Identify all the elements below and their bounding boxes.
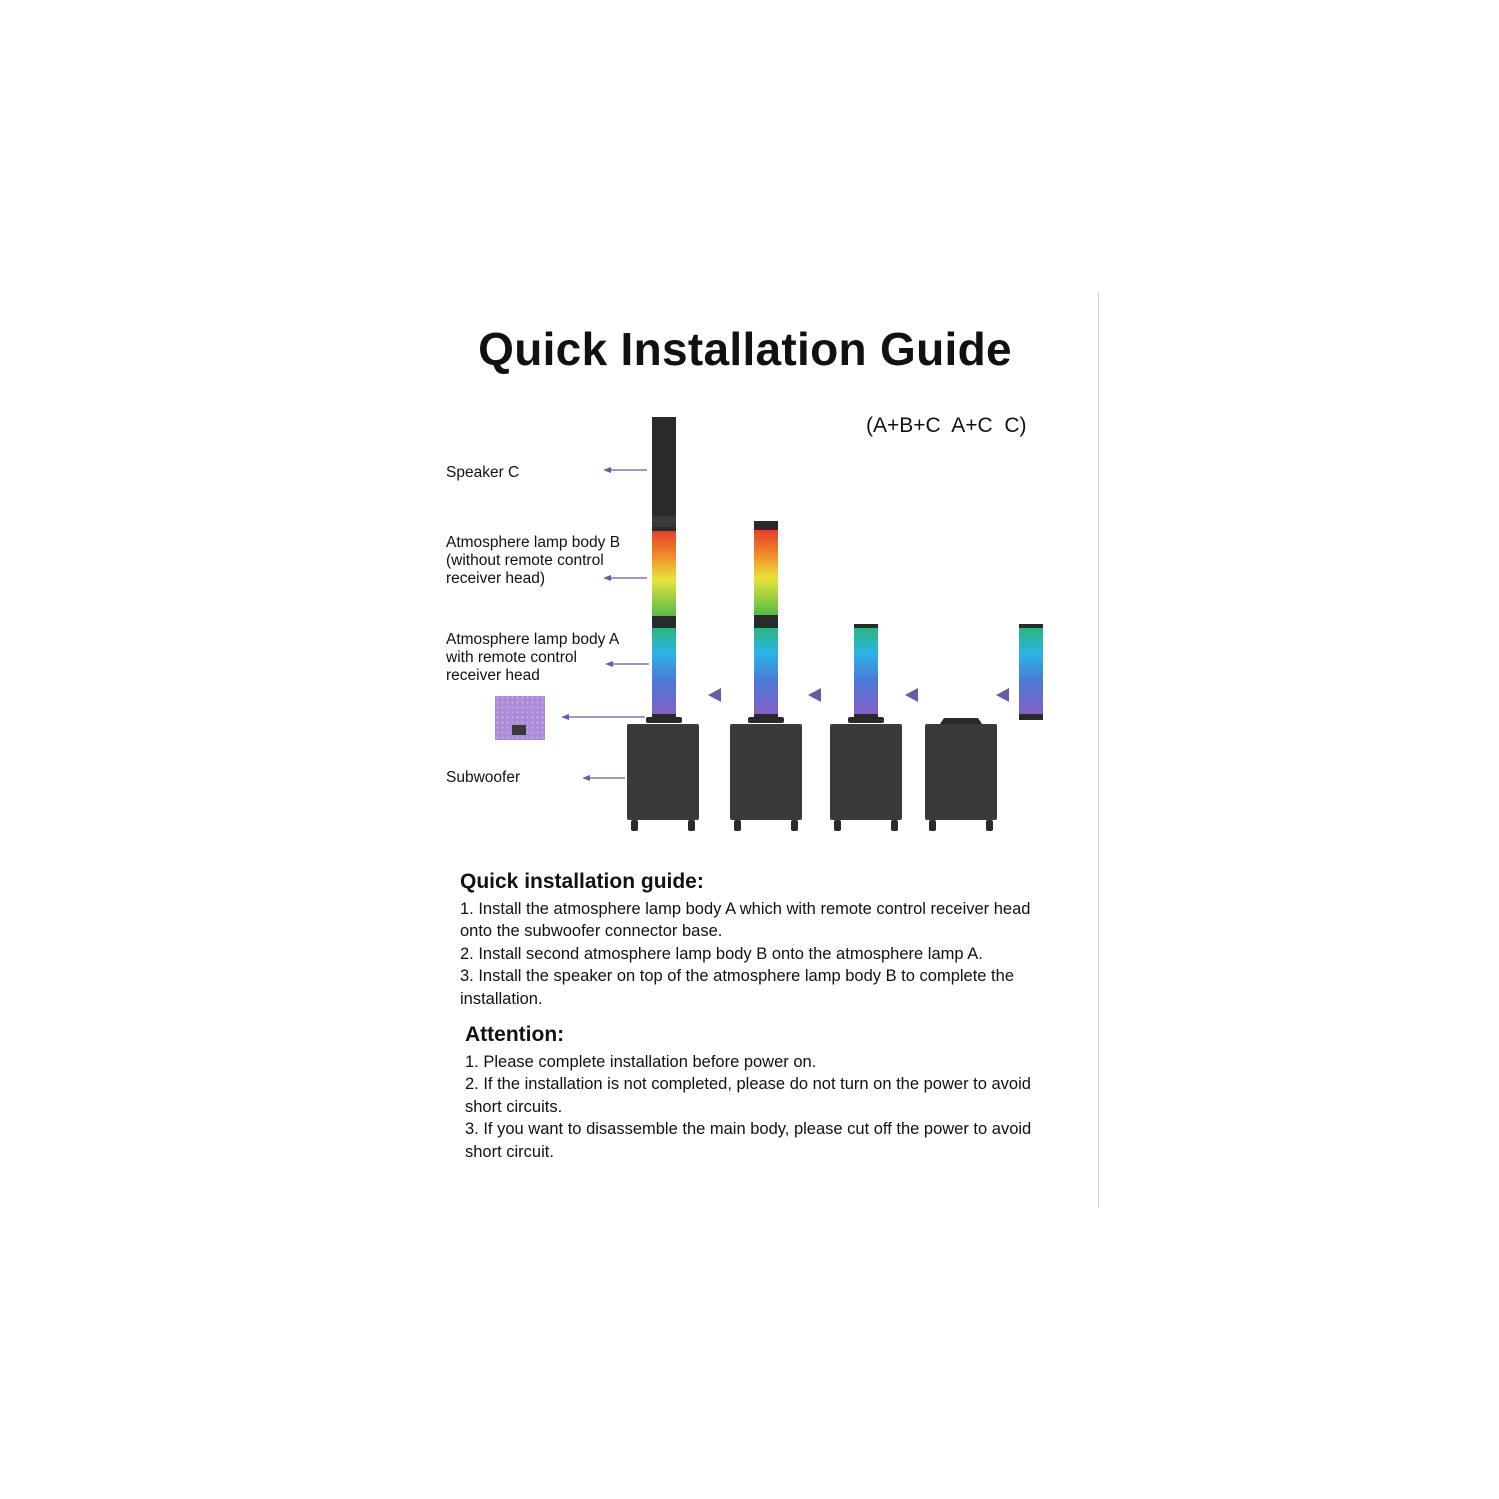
direction-arrow bbox=[808, 688, 821, 702]
direction-arrow bbox=[708, 688, 721, 702]
attention-item: 1. Please complete installation before power on. bbox=[465, 1053, 817, 1071]
subwoofer bbox=[627, 724, 699, 831]
configuration-note: (A+B+C A+C C) bbox=[866, 414, 1027, 437]
direction-arrow bbox=[996, 688, 1009, 702]
stack-a-b-c bbox=[627, 417, 699, 831]
guide-step: 3. Install the speaker on top of the atmosphere lamp body B to complete the installation. bbox=[460, 967, 1014, 1008]
attention-section bbox=[465, 1023, 1061, 1163]
page-divider bbox=[1098, 292, 1099, 1208]
label-line: receiver head bbox=[446, 667, 540, 684]
guide-step: 1. Install the atmosphere lamp body A which with remote control receiver head onto the subwoofer connector base. bbox=[460, 900, 1031, 941]
label-line: Atmosphere lamp body B bbox=[446, 534, 621, 551]
lamp-body-b bbox=[652, 527, 676, 630]
label-line: receiver head) bbox=[446, 570, 546, 587]
speaker-c bbox=[652, 417, 676, 529]
direction-arrow bbox=[905, 688, 918, 702]
page-title: Quick Installation Guide bbox=[478, 323, 1012, 375]
connector-base bbox=[495, 696, 545, 740]
lamp-body-a bbox=[1019, 624, 1043, 719]
lamp-body-b bbox=[754, 526, 778, 629]
subwoofer bbox=[925, 724, 997, 831]
stack-a-b bbox=[730, 521, 802, 831]
stack-subwoofer-only bbox=[925, 624, 1043, 831]
label-line: with remote control bbox=[446, 649, 577, 666]
label-line: Subwoofer bbox=[446, 769, 521, 786]
lamp-body-a bbox=[854, 624, 878, 719]
guide-heading: Quick installation guide: bbox=[460, 870, 704, 893]
attention-heading: Attention: bbox=[465, 1023, 565, 1046]
lamp-body-a bbox=[652, 624, 676, 719]
lamp-body-a bbox=[754, 624, 778, 719]
guide-step: 2. Install second atmosphere lamp body B onto the atmosphere lamp A. bbox=[460, 944, 983, 963]
attention-item: 3. If you want to disassemble the main body, please cut off the power to avoid short circuit. bbox=[465, 1120, 1032, 1161]
label-line: Speaker C bbox=[446, 464, 520, 481]
subwoofer bbox=[830, 724, 902, 831]
subwoofer bbox=[730, 724, 802, 831]
label-line: Atmosphere lamp body A bbox=[446, 631, 620, 648]
attention-item: 2. If the installation is not completed, please do not turn on the power to avoid short circuits. bbox=[465, 1075, 1031, 1116]
stack-a bbox=[830, 624, 902, 831]
label-line: (without remote control bbox=[446, 552, 604, 569]
installation-guide-section bbox=[460, 870, 1060, 1010]
